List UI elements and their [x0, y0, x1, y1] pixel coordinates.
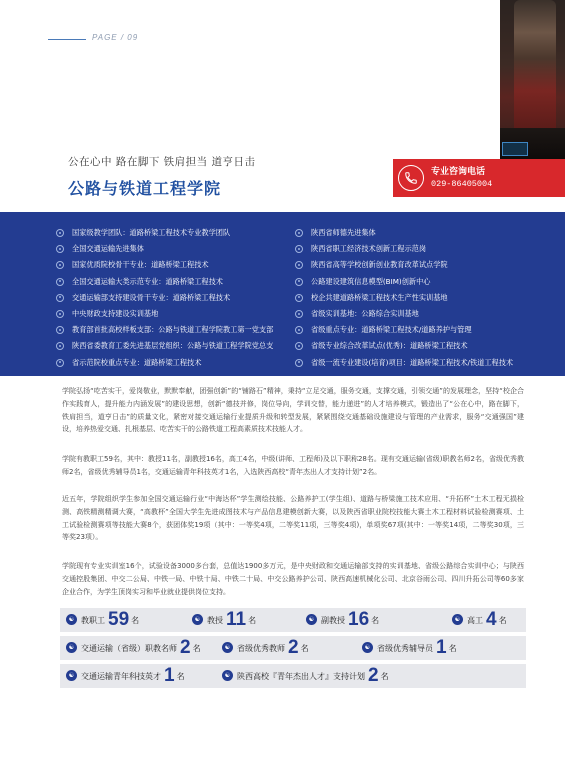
person-icon: ☯ — [222, 670, 233, 681]
photo-person — [514, 0, 556, 130]
bullet-icon — [56, 342, 64, 350]
contact-phone-number: 029-86405004 — [431, 179, 493, 189]
instructor-photo — [500, 0, 565, 162]
honor-item: 教育部首批高校样板支部：公路与铁道工程学院教工第一党支部 — [56, 322, 273, 338]
person-icon: ☯ — [452, 614, 463, 625]
college-slogan: 公在心中 路在脚下 铁肩担当 道亨日击 — [68, 156, 256, 168]
page-number: PAGE / 09 — [92, 33, 139, 42]
honor-item: 省级重点专业：道路桥梁工程技术/道路养护与管理 — [295, 322, 513, 338]
honor-item: 公路建设建筑信息模型(BIM)创新中心 — [295, 274, 513, 290]
college-title: 公路与铁道工程学院 — [68, 179, 222, 198]
stat-item-faculty: ☯ 教职工 59 名 — [66, 608, 139, 632]
person-icon: ☯ — [66, 670, 77, 681]
honors-left-column — [56, 225, 273, 371]
page-divider-line — [48, 39, 86, 40]
honor-item: 陕西省师德先进集体 — [295, 225, 513, 241]
stats-row — [60, 636, 526, 660]
stat-item-outstanding-teachers: ☯ 省级优秀教师 2 名 — [222, 636, 309, 660]
bullet-icon — [295, 326, 303, 334]
honor-item: 中央财政支持建设实训基地 — [56, 306, 273, 322]
honor-item: 陕西省高等学校创新创业教育改革试点学院 — [295, 257, 513, 273]
intro-paragraph-philosophy: 学院弘扬“吃苦实干，爱岗敬业，默默奉献，团强创新”的“铺路石”精神，秉持“立足交通，服务交通，支撑交通，引领交通”的发展理念，坚持“校企合作实践育人，提升能力内涵发展”的建设思想，创新“德技并修，岗位导向，学训交替，能力递进”的人才培养模式，锻造出了“公在心中，路在脚下，铁肩担当，道亨日击”的质量文化，紧密对接交通运输行业提质升级和转型发展，紧紧围绕交通基础设施建设与管理的产业需求，服务“交通强国”建设，培养热爱交通、扎根基层、吃苦实干的公路铁道工程高素质技术技能人才。 — [62, 387, 524, 434]
person-icon: ☯ — [222, 642, 233, 653]
bullet-icon — [295, 261, 303, 269]
stats-row — [60, 664, 526, 688]
honor-item: 全国交通运输先进集体 — [56, 241, 273, 257]
bullet-icon — [295, 310, 303, 318]
stat-item-outstanding-counselors: ☯ 省级优秀辅导员 1 名 — [362, 636, 457, 660]
stat-item-senior-engineers: ☯ 高工 4 名 — [452, 608, 507, 632]
stat-item-professors: ☯ 教授 11 名 — [192, 608, 256, 632]
bullet-icon — [56, 245, 64, 253]
consultation-phone-box — [393, 159, 565, 197]
intro-paragraph-faculty: 学院有教职工59名，其中：教授11名，副教授16名，高工4名，中级(讲师、工程师)及以下职称28名。现有交通运输(省级)职教名师2名，省级优秀教师2名，省级优秀辅导员1名，交通运输青年科技英才1名，入选陕西高校“青年杰出人才支持计划”2名。 — [62, 455, 524, 476]
stat-item-associate-professors: ☯ 副教授 16 名 — [306, 608, 379, 632]
person-icon: ☯ — [66, 642, 77, 653]
intro-paragraph-facilities: 学院现有专业实训室16个，试验设备3000多台套，总值达1900多万元，是中央财政和交通运输部支持的实训基地、省级公路综合实训中心；与陕西交通控股集团、中交二公局、中铁一局、中铁十局、中铁二十局、中交公路养护公司、陕西高速机械化公司、北京谷雨公司、四川升拓公司等60多家企业合作，为学生顶岗实习和毕业就业提供岗位支持。 — [62, 562, 524, 596]
honor-item: 交通运输部支持建设骨干专业：道路桥梁工程技术 — [56, 290, 273, 306]
intro-paragraph-competitions: 近五年，学院组织学生参加全国交通运输行业“中海达杯”学生测绘技能、公路养护工(学生组)、道路与桥梁施工技术应用、“升拓杯”土木工程无损检测、高铁精测精调大赛，“高教杯”全国大学生先进成图技术与产品信息建模创新大赛，以及陕西省职业院校技能大赛土木工程材料试验检测赛项、土工试验检测赛项等技能大赛8个，获团体奖19项（其中：一等奖4项，二等奖11项，三等奖4项)，单项奖67项(其中：一等奖14项，二等奖30项，三等奖23项）。 — [62, 495, 524, 542]
honor-item: 校企共建道路桥梁工程技术生产性实训基地 — [295, 290, 513, 306]
stat-item-young-tech-talents: ☯ 交通运输青年科技英才 1 名 — [66, 664, 185, 688]
honor-item: 陕西省职工经济技术创新工程示范岗 — [295, 241, 513, 257]
bullet-icon — [56, 294, 64, 302]
stat-item-young-outstanding-talents: ☯ 陕西高校『青年杰出人才』支持计划 2 名 — [222, 664, 389, 688]
bullet-icon — [56, 310, 64, 318]
phone-icon — [398, 165, 424, 191]
person-icon: ☯ — [66, 614, 77, 625]
bullet-icon — [295, 294, 303, 302]
person-icon: ☯ — [192, 614, 203, 625]
honor-item: 省示范院校重点专业：道路桥梁工程技术 — [56, 355, 273, 371]
bullet-icon — [56, 278, 64, 286]
honor-item: 全国交通运输大类示范专业：道路桥梁工程技术 — [56, 274, 273, 290]
honor-item: 国家级教学团队：道路桥梁工程技术专业教学团队 — [56, 225, 273, 241]
stat-item-vocational-masters: ☯ 交通运输（省级）职教名师 2 名 — [66, 636, 201, 660]
honor-item: 省级专业综合改革试点(优秀)：道路桥梁工程技术 — [295, 338, 513, 354]
bullet-icon — [295, 229, 303, 237]
bullet-icon — [56, 229, 64, 237]
honor-item: 省级一流专业建设(培育)项目：道路桥梁工程技术/铁道工程技术 — [295, 355, 513, 371]
bullet-icon — [56, 359, 64, 367]
person-icon: ☯ — [306, 614, 317, 625]
honor-item: 国家优质院校骨干专业：道路桥梁工程技术 — [56, 257, 273, 273]
bullet-icon — [56, 326, 64, 334]
bullet-icon — [295, 245, 303, 253]
bullet-icon — [295, 278, 303, 286]
stats-row — [60, 608, 526, 632]
person-icon: ☯ — [362, 642, 373, 653]
honors-right-column — [295, 225, 513, 371]
contact-label: 专业咨询电话 — [431, 167, 486, 177]
bullet-icon — [56, 261, 64, 269]
photo-screen — [502, 142, 528, 156]
bullet-icon — [295, 359, 303, 367]
honor-item: 陕西省委教育工委先进基层党组织：公路与铁道工程学院党总支 — [56, 338, 273, 354]
honor-item: 省级实训基地：公路综合实训基地 — [295, 306, 513, 322]
bullet-icon — [295, 342, 303, 350]
